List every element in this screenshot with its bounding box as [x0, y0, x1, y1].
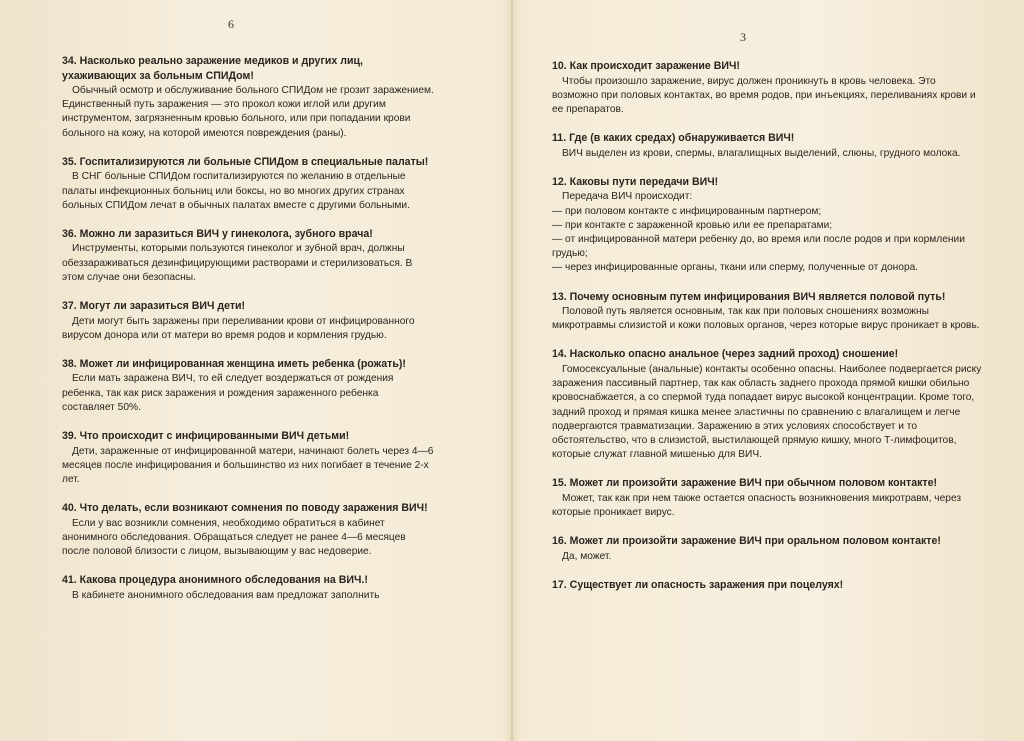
question-14: 14. Насколько опасно анальное (через задний проход) сношение! — [552, 348, 899, 361]
answer-11-text: ВИЧ выделен из крови, спермы, влагалищных выделений, слюны, грудного молока. — [562, 147, 961, 159]
right-page — [512, 0, 1024, 741]
question-39: 39. Что происходит с инфицированными ВИЧ детьми! — [62, 430, 350, 443]
qa-item-14 — [552, 347, 984, 462]
answer-13 — [552, 305, 984, 333]
qa-item-16 — [552, 534, 984, 564]
qa-item-35 — [62, 155, 434, 213]
answer-37-text: Дети могут быть заражены при переливании крови от инфицированного вирусом донора или от матери во время родов и кормления грудью. — [62, 315, 415, 341]
answer-10 — [552, 75, 984, 118]
question-10: 10. Как происходит заражение ВИЧ! — [552, 60, 740, 72]
list-item: — через инфицированные органы, ткани или сперму, полученные от донора. — [552, 262, 919, 274]
question-34: 34. Насколько реально заражение медиков и других лиц, ухаживающих за больным СПИДом! — [62, 55, 363, 82]
qa-item-13 — [552, 290, 984, 334]
question-37: 37. Могут ли заразиться ВИЧ дети! — [62, 300, 246, 313]
answer-14-text: Гомосексуальные (анальные) контакты особенно опасны. Наиболее подвергается риску заражения пассивный партнер, так как область заднего прохода прямой кишки обильно кровоснабжается, а со спермой туда попадает вирус высокой концентрации. Кроме того, задний проход и прямая кишка менее эластичны по сравнению с влагалищем и легче подвергаются травматизации. Заражению в этих условиях способствует и то обстоятельство, что в слизистой, выстилающей прямую кишку, много Т-лимфоцитов, которые служат главной мишенью для ВИЧ. — [552, 363, 982, 461]
qa-item-41 — [62, 573, 434, 603]
question-13: 13. Почему основным путем инфицирования ВИЧ является половой путь! — [552, 290, 946, 303]
question-40: 40. Что делать, если возникают сомнения по поводу заражения ВИЧ! — [62, 502, 428, 515]
question-36: 36. Можно ли заразиться ВИЧ у гинеколога, зубного врача! — [62, 227, 373, 240]
question-17: 17. Существует ли опасность заражения при поцелуях! — [552, 578, 844, 591]
question-12: 12. Каковы пути передачи ВИЧ! — [552, 175, 719, 188]
answer-36 — [62, 242, 434, 285]
answer-16 — [552, 550, 984, 564]
answer-41-text: В кабинете анонимного обследования вам предложат заполнить — [72, 589, 380, 601]
answer-38-text: Если мать заражена ВИЧ, то ей следует воздержаться от рождения ребенка, так как риск заражения и рождения зараженного ребенка составляет 50%. — [62, 373, 394, 413]
answer-40-text: Если у вас возникли сомнения, необходимо обратиться в кабинет анонимного обследования. Обращаться следует не ранее 4—6 месяцев после половой близости с лицом, вызывающим у вас недоверие. — [62, 517, 406, 558]
list-item: — при половом контакте с инфицированным партнером; — [552, 205, 822, 217]
page-number-right: 3 — [740, 30, 746, 44]
answer-40 — [62, 517, 434, 560]
answer-14 — [552, 363, 984, 462]
qa-item-36 — [62, 227, 434, 285]
page-number-left: 6 — [228, 17, 234, 31]
answer-39-text: Дети, зараженные от инфицированной матери, начинают болеть через 4—6 месяцев после инфицирования и большинство из них погибает в течение 2-х лет. — [62, 445, 434, 485]
answer-16-text: Да, может. — [562, 550, 612, 562]
qa-item-11 — [552, 131, 984, 161]
qa-item-38 — [62, 357, 434, 415]
answer-12-intro: Передача ВИЧ происходит: — [562, 191, 693, 203]
answer-36-text: Инструменты, которыми пользуются гинеколог и зубной врач, должны обеззараживаться дезинфицирующими растворами и стерилизоваться. В этом случае они безопасны. — [62, 243, 413, 283]
qa-item-15 — [552, 476, 984, 520]
question-41: 41. Какова процедура анонимного обследования на ВИЧ.! — [62, 574, 368, 587]
qa-item-39 — [62, 429, 434, 487]
list-item: — от инфицированной матери ребенку до, во время или после родов и при кормлении грудью; — [552, 233, 965, 260]
question-15: 15. Может ли произойти заражение ВИЧ при обычном половом контакте! — [552, 477, 938, 490]
answer-15 — [552, 492, 984, 520]
answer-11 — [552, 147, 984, 161]
right-page-content — [552, 59, 984, 606]
answer-35-text: В СНГ больные СПИДом госпитализируются по желанию в отдельные палаты инфекционных больниц или боксы, но во многих других странах больных СПИДом лечат в обычных палатах вместе с другими больными. — [62, 171, 410, 211]
answer-13-text: Половой путь является основным, так как при половых сношениях возможны микротравмы слизистой и кожи половых органов, через которые вирус проникает в кровь. — [552, 306, 980, 332]
qa-item-12 — [552, 175, 984, 276]
question-38: 38. Может ли инфицированная женщина иметь ребенка (рожать)! — [62, 357, 406, 370]
qa-item-10 — [552, 59, 984, 117]
answer-35 — [62, 170, 434, 213]
qa-item-37 — [62, 299, 434, 343]
question-35: 35. Госпитализируются ли больные СПИДом в специальные палаты! — [62, 155, 429, 168]
list-item: — при контакте с зараженной кровью или ее препаратами; — [552, 219, 833, 231]
transmission-routes-list — [552, 205, 984, 276]
answer-34-text: Обычный осмотр и обслуживание больного СПИДом не грозит заражением. Единственный путь заражения — это прокол кожи иглой или другим инструментом, загрязненным кровью больного, или при попадании крови больного на кожу, на которой имеются повреждения (раны). — [62, 85, 434, 139]
answer-38 — [62, 372, 434, 415]
left-page-content — [62, 54, 434, 617]
answer-37 — [62, 315, 434, 343]
qa-item-40 — [62, 501, 434, 559]
answer-39 — [62, 445, 434, 488]
question-16: 16. Может ли произойти заражение ВИЧ при оральном половом контакте! — [552, 535, 941, 548]
answer-10-text: Чтобы произошло заражение, вирус должен проникнуть в кровь человека. Это возможно при половых контактах, во время родов, при инъекциях, переливаниях крови и ее препаратов. — [552, 75, 976, 115]
answer-12 — [552, 190, 984, 275]
qa-item-34 — [62, 54, 434, 141]
question-11: 11. Где (в каких средах) обнаруживается ВИЧ! — [552, 132, 795, 145]
qa-item-17 — [552, 578, 984, 593]
answer-41 — [62, 589, 434, 603]
answer-15-text: Может, так как при нем также остается опасность возникновения микротравм, через которые проникает вирус. — [552, 492, 962, 519]
answer-34 — [62, 84, 434, 141]
